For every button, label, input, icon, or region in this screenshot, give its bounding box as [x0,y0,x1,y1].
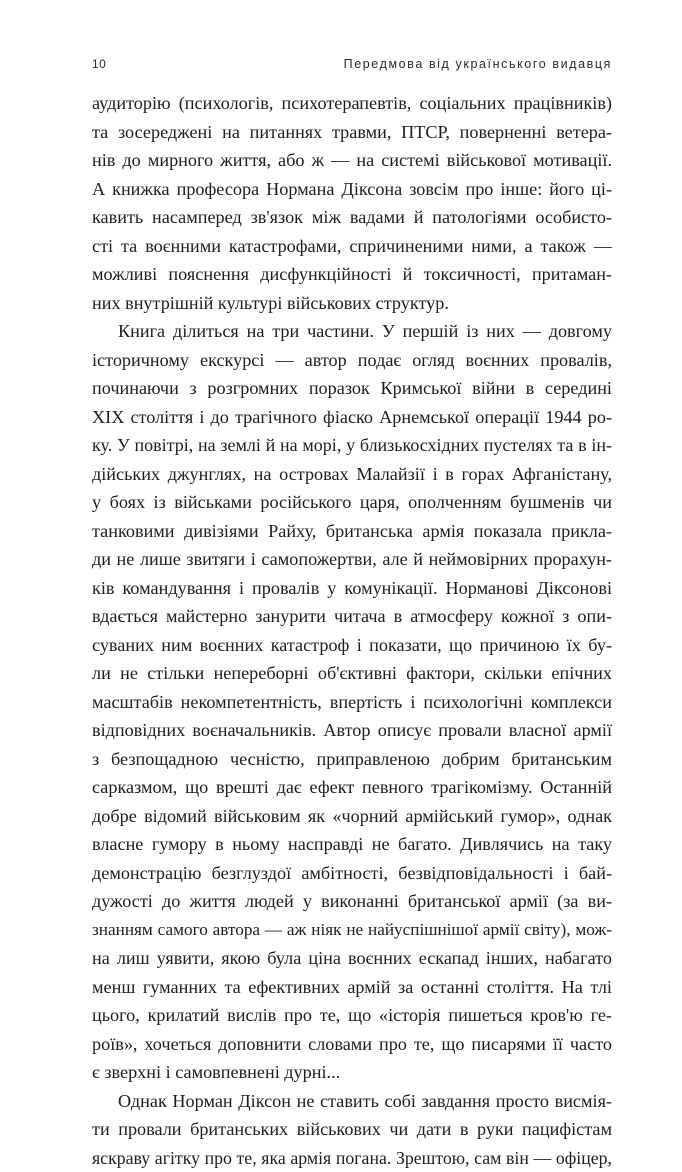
text-line: ків командування і провалів у комунікації. Нормановi Діксонові [92,574,612,603]
text-line: можливі пояснення дисфункційності й токсичності, притаман- [92,260,612,289]
text-line: ти провали британських військових чи дати в руки пацифістам [92,1115,612,1144]
text-line: них внутрішній культурі військових структур. [92,289,612,318]
text-line: масштабів некомпетентність, впертість і психологічні комплекси [92,688,612,717]
text-line: суваних ним воєнних катастроф і показати, що причиною їх бу- [92,631,612,660]
text-line: цього, крилатий вислів про те, що «історія пишеться кров'ю ге- [92,1001,612,1030]
text-line: вдається майстерно занурити читача в атмосферу кожної з опи- [92,602,612,631]
text-line: ку. У повітрі, на землі й на морі, у близькосхідних пустелях та в ін- [92,431,612,460]
text-line: танковими дивізіями Райху, британська армія показала прикла- [92,517,612,546]
text-line: демонстрацію безглуздої амбітності, безвідповідальності і бай- [92,859,612,888]
text-line: Однак Норман Діксон не ставить собі завдання просто висмія- [92,1087,612,1116]
text-line: на лиш уявити, якою була ціна воєнних ескапад інших, набагато [92,944,612,973]
text-line: з безпощадною чесністю, приправленою добрим британським [92,745,612,774]
text-line: відповідних воєначальників. Автор описує провали власної армії [92,716,612,745]
text-line: менш гуманних та ефективних армій за останні століття. На тлі [92,973,612,1002]
text-line: ди не лише звитяги і самопожертви, але й неймовірних прорахун- [92,545,612,574]
page-number: 10 [92,57,106,71]
text-line: роїв», хочеться доповнити словами про те, що писарями її часто [92,1030,612,1059]
text-line: починаючи з розгромних поразок Кримської війни в середині [92,374,612,403]
text-line: сті та воєнними катастрофами, спричиненими ними, а також — [92,232,612,261]
text-line: яскраву агітку про те, яка армія погана. Зрештою, сам він — офіцер, [92,1144,612,1172]
paragraph [92,1087,612,1172]
text-line: дійських джунглях, на островах Малайзії і в горах Афганістану, [92,460,612,489]
text-line: нів до мирного життя, або ж — на системі військової мотивації. [92,146,612,175]
text-line: Книга ділиться на три частини. У першій із них — довгому [92,317,612,346]
text-line: дужості до життя людей у виконанні британської армії (за ви- [92,887,612,916]
text-line: кавить насамперед зв'язок між вадами й патологіями особисто- [92,203,612,232]
text-line: історичному екскурсі — автор подає огляд воєнних провалів, [92,346,612,375]
text-line: XIX століття і до трагічного фіаско Арнемської операції 1944 ро- [92,403,612,432]
running-head-title: Передмова від українського видавця [344,57,612,71]
text-line: аудиторію (психологів, психотерапевтів, соціальних працівників) [92,89,612,118]
text-line: є зверхні і самовпевнені дурні... [92,1058,612,1087]
running-head [92,57,612,77]
text-line: власне гумору в ньому насправді не багато. Дивлячись на таку [92,830,612,859]
text-line: та зосереджені на питаннях травми, ПТСР, поверненні ветера- [92,118,612,147]
text-line: у боях із військами російського царя, ополченням бушменів чи [92,488,612,517]
text-line: А книжка професора Нормана Діксона зовсім про інше: його ці- [92,175,612,204]
paragraph [92,317,612,1087]
body-text [92,89,612,1172]
text-line: знанням самого автора — аж ніяк не найуспішнішої армії світу), мож- [92,916,612,945]
text-line: сарказмом, що врешті дає ефект певного трагікомізму. Останній [92,773,612,802]
text-line: добре відомий військовим як «чорний армійський гумор», однак [92,802,612,831]
text-line: ли не стільки непереборні об'єктивні фактори, скільки епічних [92,659,612,688]
paragraph [92,89,612,317]
